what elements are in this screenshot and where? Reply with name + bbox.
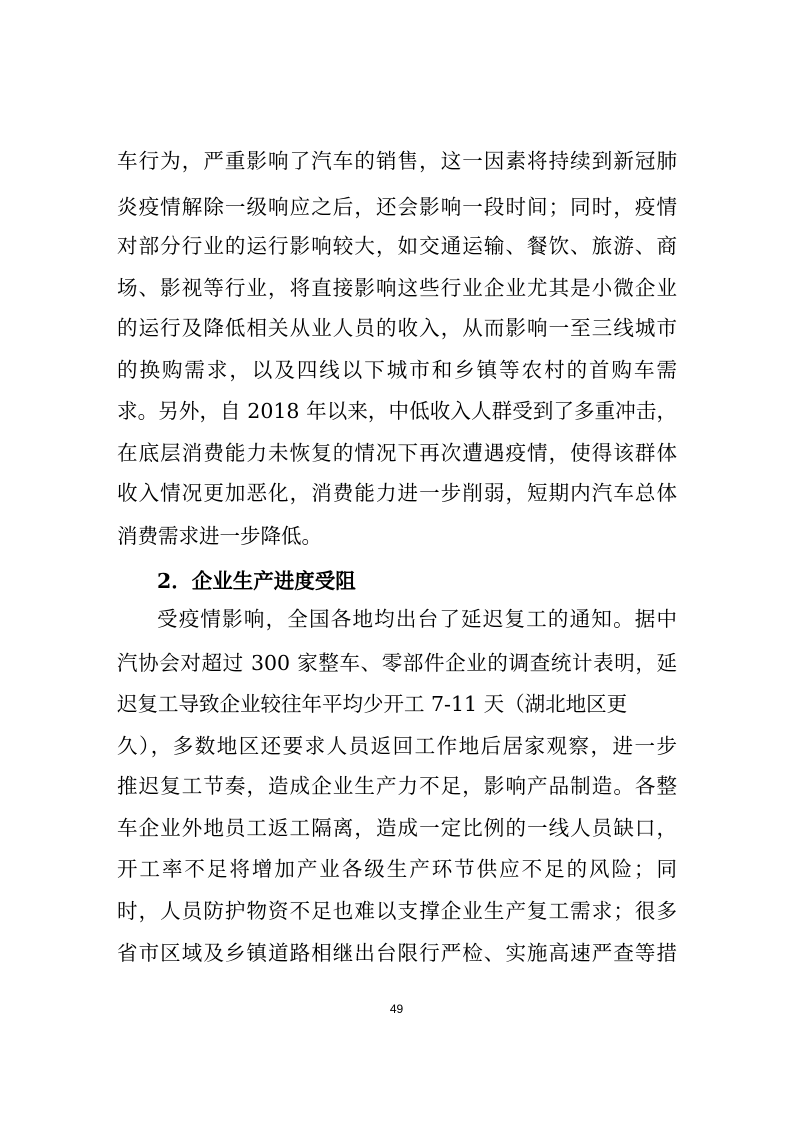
- paragraph-2-line-8: 时，人员防护物资不足也难以支撑企业生产复工需求；很多: [117, 899, 677, 923]
- paragraph-2-line-4: 久），多数地区还要求人员返回工作地后居家观察，进一步: [117, 734, 677, 758]
- paragraph-1-line-1: 车行为，严重影响了汽车的销售，这一因素将持续到新冠肺: [117, 149, 677, 173]
- paragraph-1-line-5: 的运行及降低相关从业人员的收入，从而影响一至三线城市: [117, 316, 677, 340]
- section-heading: 2．企业生产进度受阻: [157, 569, 356, 593]
- paragraph-1-line-4: 场、影视等行业，将直接影响这些行业企业尤其是小微企业: [117, 276, 677, 300]
- paragraph-2-line-6: 车企业外地员工返工隔离，造成一定比例的一线人员缺口，: [117, 816, 677, 840]
- paragraph-1-line-2: 炎疫情解除一级响应之后，还会影响一段时间；同时，疫情: [117, 195, 677, 219]
- paragraph-2-line-3: 迟复工导致企业较往年平均少开工 7-11 天（湖北地区更: [117, 692, 628, 716]
- paragraph-1-line-9: 收入情况更加恶化，消费能力进一步削弱，短期内汽车总体: [117, 481, 677, 505]
- paragraph-2-line-5: 推迟复工节奏，造成企业生产力不足，影响产品制造。各整: [117, 774, 677, 798]
- page-number: 49: [389, 1002, 404, 1016]
- paragraph-1-line-3: 对部分行业的运行影响较大，如交通运输、餐饮、旅游、商: [117, 234, 677, 258]
- paragraph-2-line-1: 受疫情影响，全国各地均出台了延迟复工的通知。据中: [157, 607, 677, 631]
- paragraph-1-line-6: 的换购需求，以及四线以下城市和乡镇等农村的首购车需: [117, 358, 677, 382]
- paragraph-1-line-8: 在底层消费能力未恢复的情况下再次遭遇疫情，使得该群体: [117, 441, 677, 465]
- paragraph-1-line-7: 求。另外，自 2018 年以来，中低收入人群受到了多重冲击，: [117, 399, 677, 423]
- paragraph-1-line-10: 消费需求进一步降低。: [117, 524, 322, 548]
- paragraph-2-line-7: 开工率不足将增加产业各级生产环节供应不足的风险；同: [117, 857, 677, 881]
- paragraph-2-line-2: 汽协会对超过 300 家整车、零部件企业的调查统计表明，延: [117, 651, 677, 675]
- paragraph-2-line-9: 省市区域及乡镇道路相继出台限行严检、实施高速严查等措: [117, 941, 677, 965]
